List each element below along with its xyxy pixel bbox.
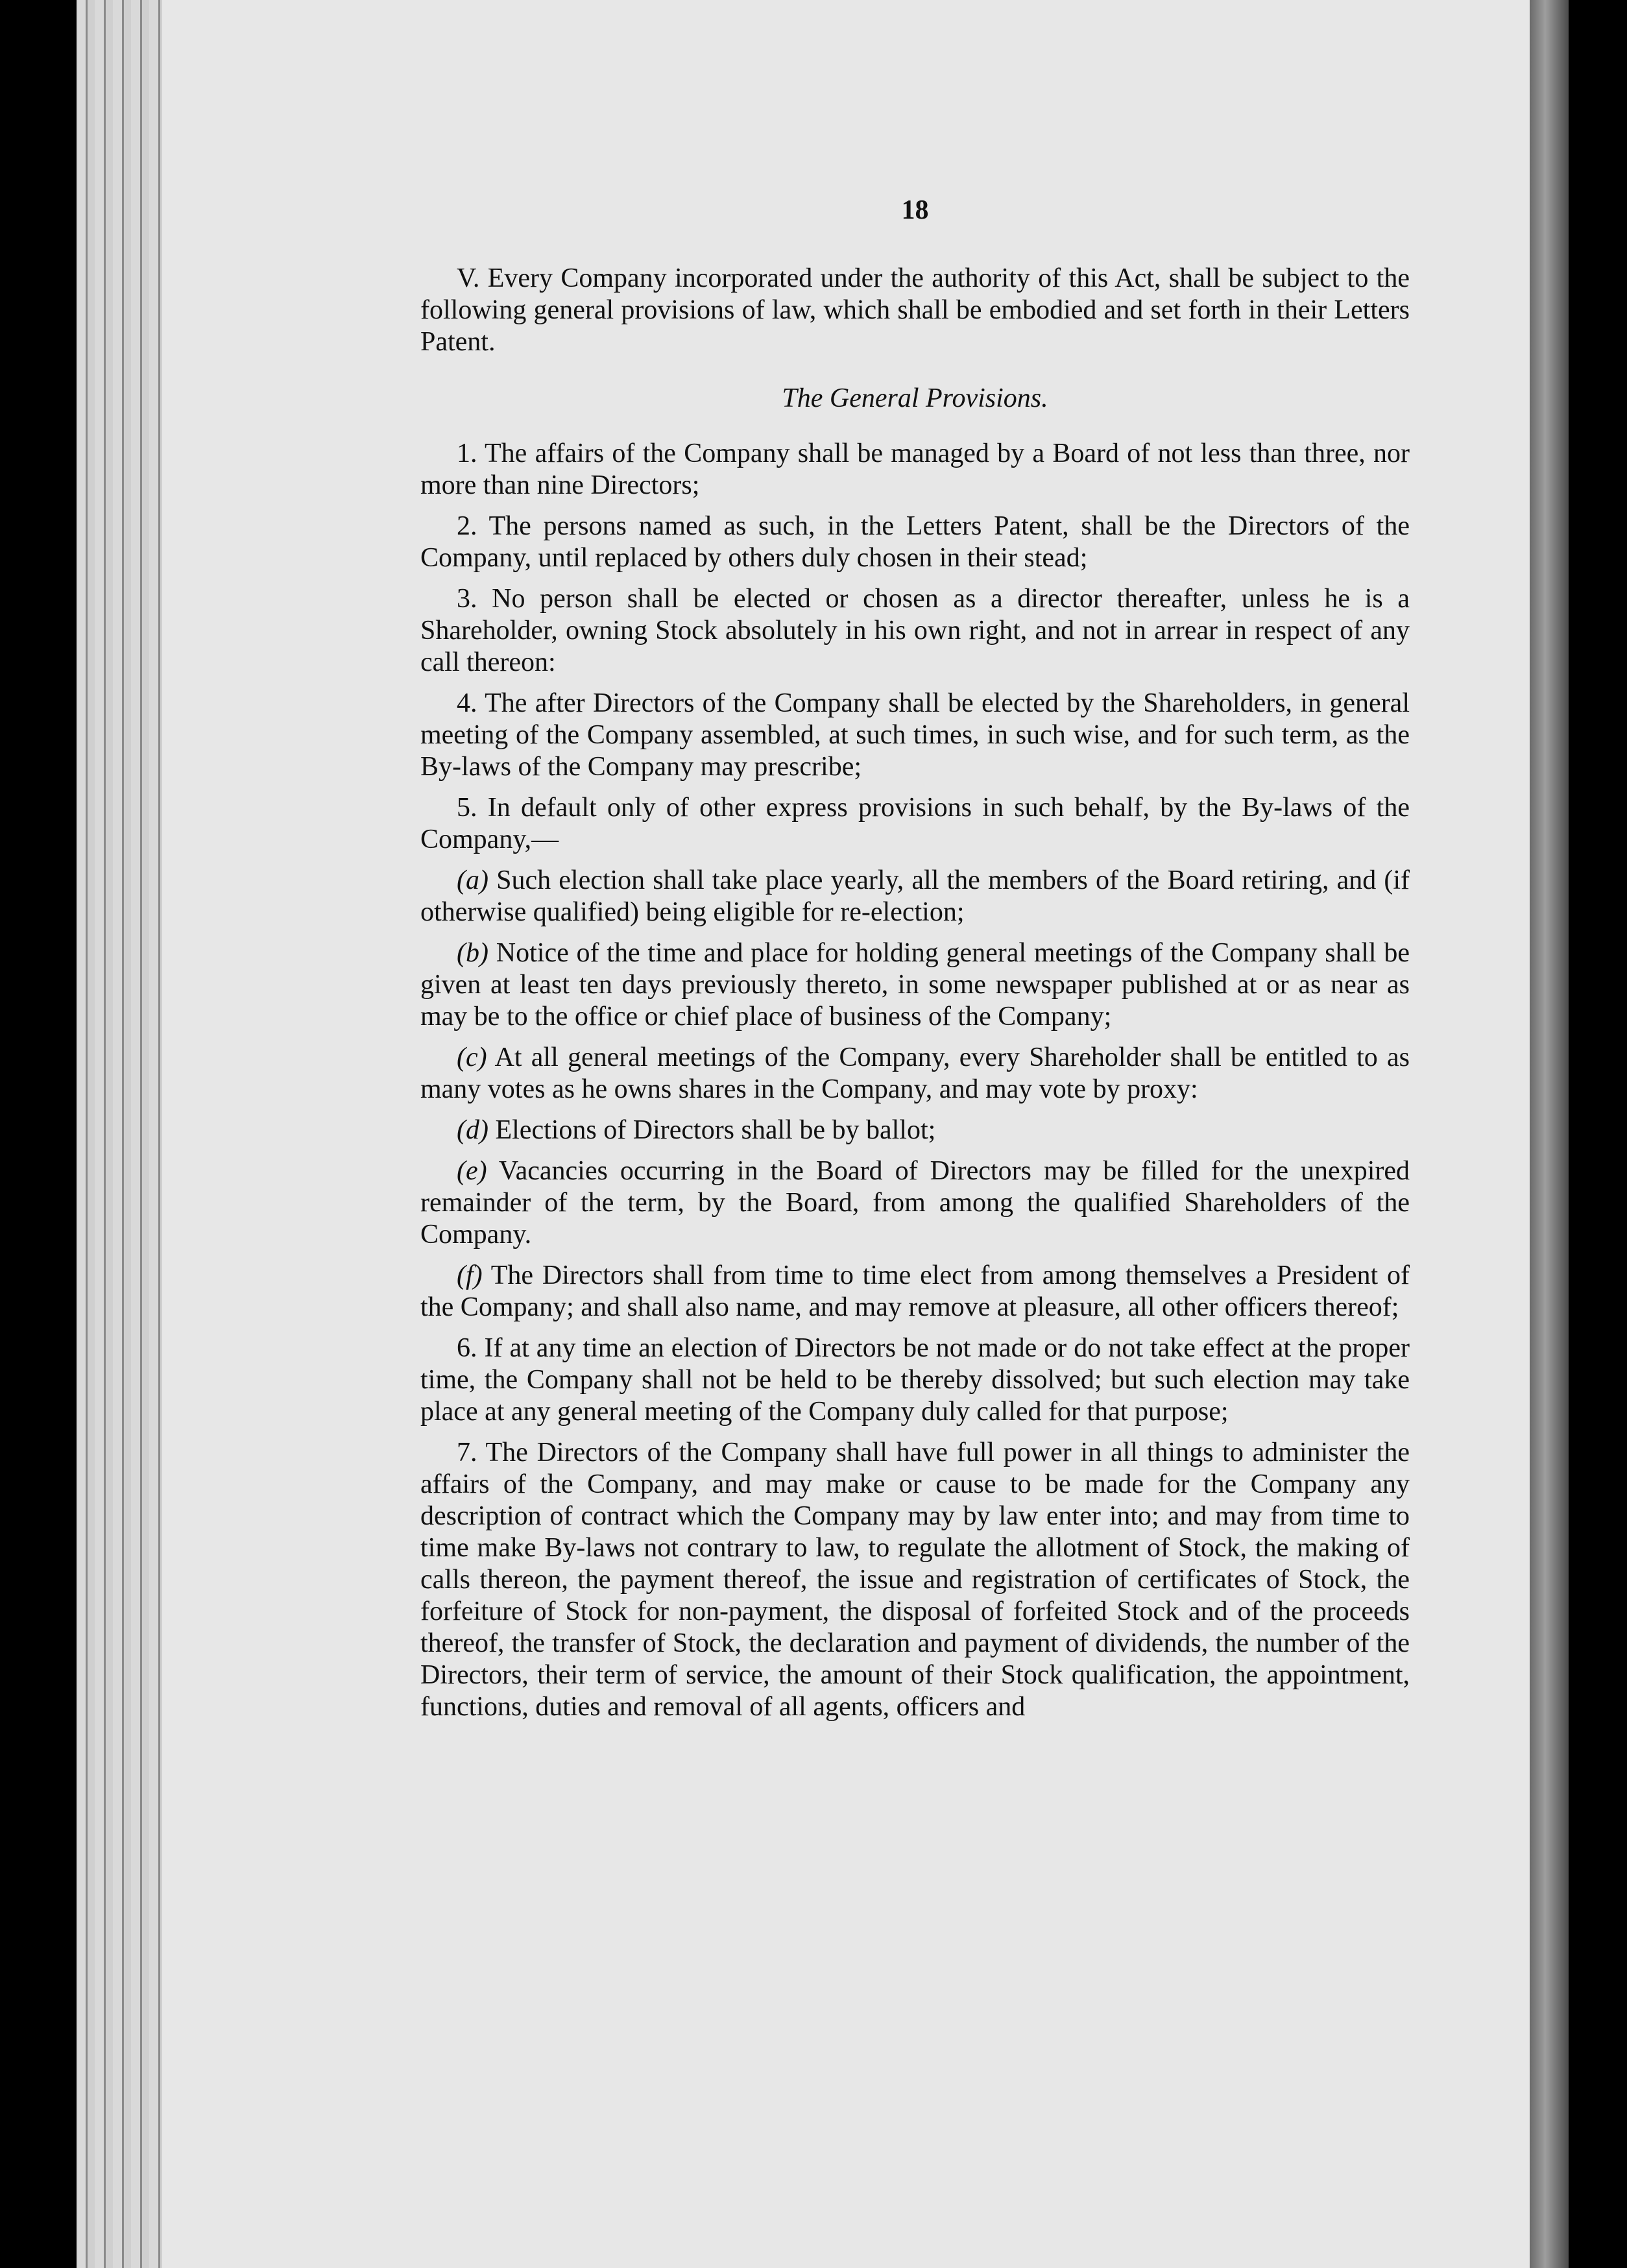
subclause-d xyxy=(420,1115,1410,1146)
subclause-b xyxy=(420,937,1410,1033)
subclause-label: (e) xyxy=(457,1156,487,1186)
page-number: 18 xyxy=(901,195,929,225)
book-gutter-right xyxy=(1530,0,1569,2268)
subclause-text: Such election shall take place yearly, all the members of the Board retiring, and (if otherwise qualified) being eligible for re-election; xyxy=(420,865,1410,927)
provision-5: 5. In default only of other express provisions in such behalf, by the By-laws of the Company,— xyxy=(420,793,1410,854)
subclause-label: (c) xyxy=(457,1043,487,1072)
page-edges xyxy=(77,0,167,2268)
intro-paragraph: V. Every Company incorporated under the authority of this Act, shall be subject to the following general provisions of law, which shall be embodied and set forth in their Letters Patent. xyxy=(420,263,1410,357)
subclause-text: Elections of Directors shall be by ballot; xyxy=(495,1115,936,1145)
subclause-text: At all general meetings of the Company, every Shareholder shall be entitled to as many votes as he owns shares in the Company, and may vote by proxy: xyxy=(420,1043,1410,1104)
subclause-label: (a) xyxy=(457,865,488,895)
subclause-label: (f) xyxy=(457,1261,483,1290)
provision-7: 7. The Directors of the Company shall have full power in all things to administer the affairs of the Company, and may make or cause to be made for the Company any description of contract which the Company may by law enter into; and may from time to time make By-laws not contrary to law, to regulate the allotment of Stock, the making of calls thereon, the payment thereof, the issue and registration of certificates of Stock, the forfeiture of Stock for non-payment, the disposal of forfeited Stock and of the proceeds thereof, the transfer of Stock, the declaration and payment of dividends, the number of the Directors, their term of service, the amount of their Stock qualification, the appointment, functions, duties and removal of all agents, officers and xyxy=(420,1438,1410,1722)
section-heading: The General Provisions. xyxy=(782,383,1048,413)
subclause-text: Notice of the time and place for holding general meetings of the Company shall be given at least ten days previously thereto, in some newspaper published at or as near as may be to the office or chief place of business of the Company; xyxy=(420,938,1410,1031)
provision-2: 2. The persons named as such, in the Letters Patent, shall be the Directors of the Company, until replaced by others duly chosen in their stead; xyxy=(420,511,1410,573)
subclause-f xyxy=(420,1260,1410,1323)
subclause-text: Vacancies occurring in the Board of Directors may be filled for the unexpired remainder of the term, by the Board, from among the qualified Shareholders of the Company. xyxy=(420,1156,1410,1249)
subclause-a xyxy=(420,865,1410,928)
provision-1: 1. The affairs of the Company shall be managed by a Board of not less than three, nor more than nine Directors; xyxy=(420,439,1410,500)
subclause-label: (d) xyxy=(457,1115,488,1145)
provision-3: 3. No person shall be elected or chosen as a director thereafter, unless he is a Shareholder, owning Stock absolutely in his own right, and not in arrear in respect of any call thereon: xyxy=(420,584,1410,677)
subclause-label: (b) xyxy=(457,938,488,968)
subclause-c xyxy=(420,1042,1410,1105)
subclause-text: The Directors shall from time to time elect from among themselves a President of the Company; and shall also name, and may remove at pleasure, all other officers thereof; xyxy=(420,1261,1410,1322)
provision-6: 6. If at any time an election of Directors be not made or do not take effect at the proper time, the Company shall not be held to be thereby dissolved; but such election may take place at any general meeting of the Company duly called for that purpose; xyxy=(420,1333,1410,1427)
provision-4: 4. The after Directors of the Company shall be elected by the Shareholders, in general meeting of the Company assembled, at such times, in such wise, and for such term, as the By-laws of the Company may prescribe; xyxy=(420,688,1410,782)
subclause-e xyxy=(420,1155,1410,1251)
page-text xyxy=(420,195,1410,1732)
